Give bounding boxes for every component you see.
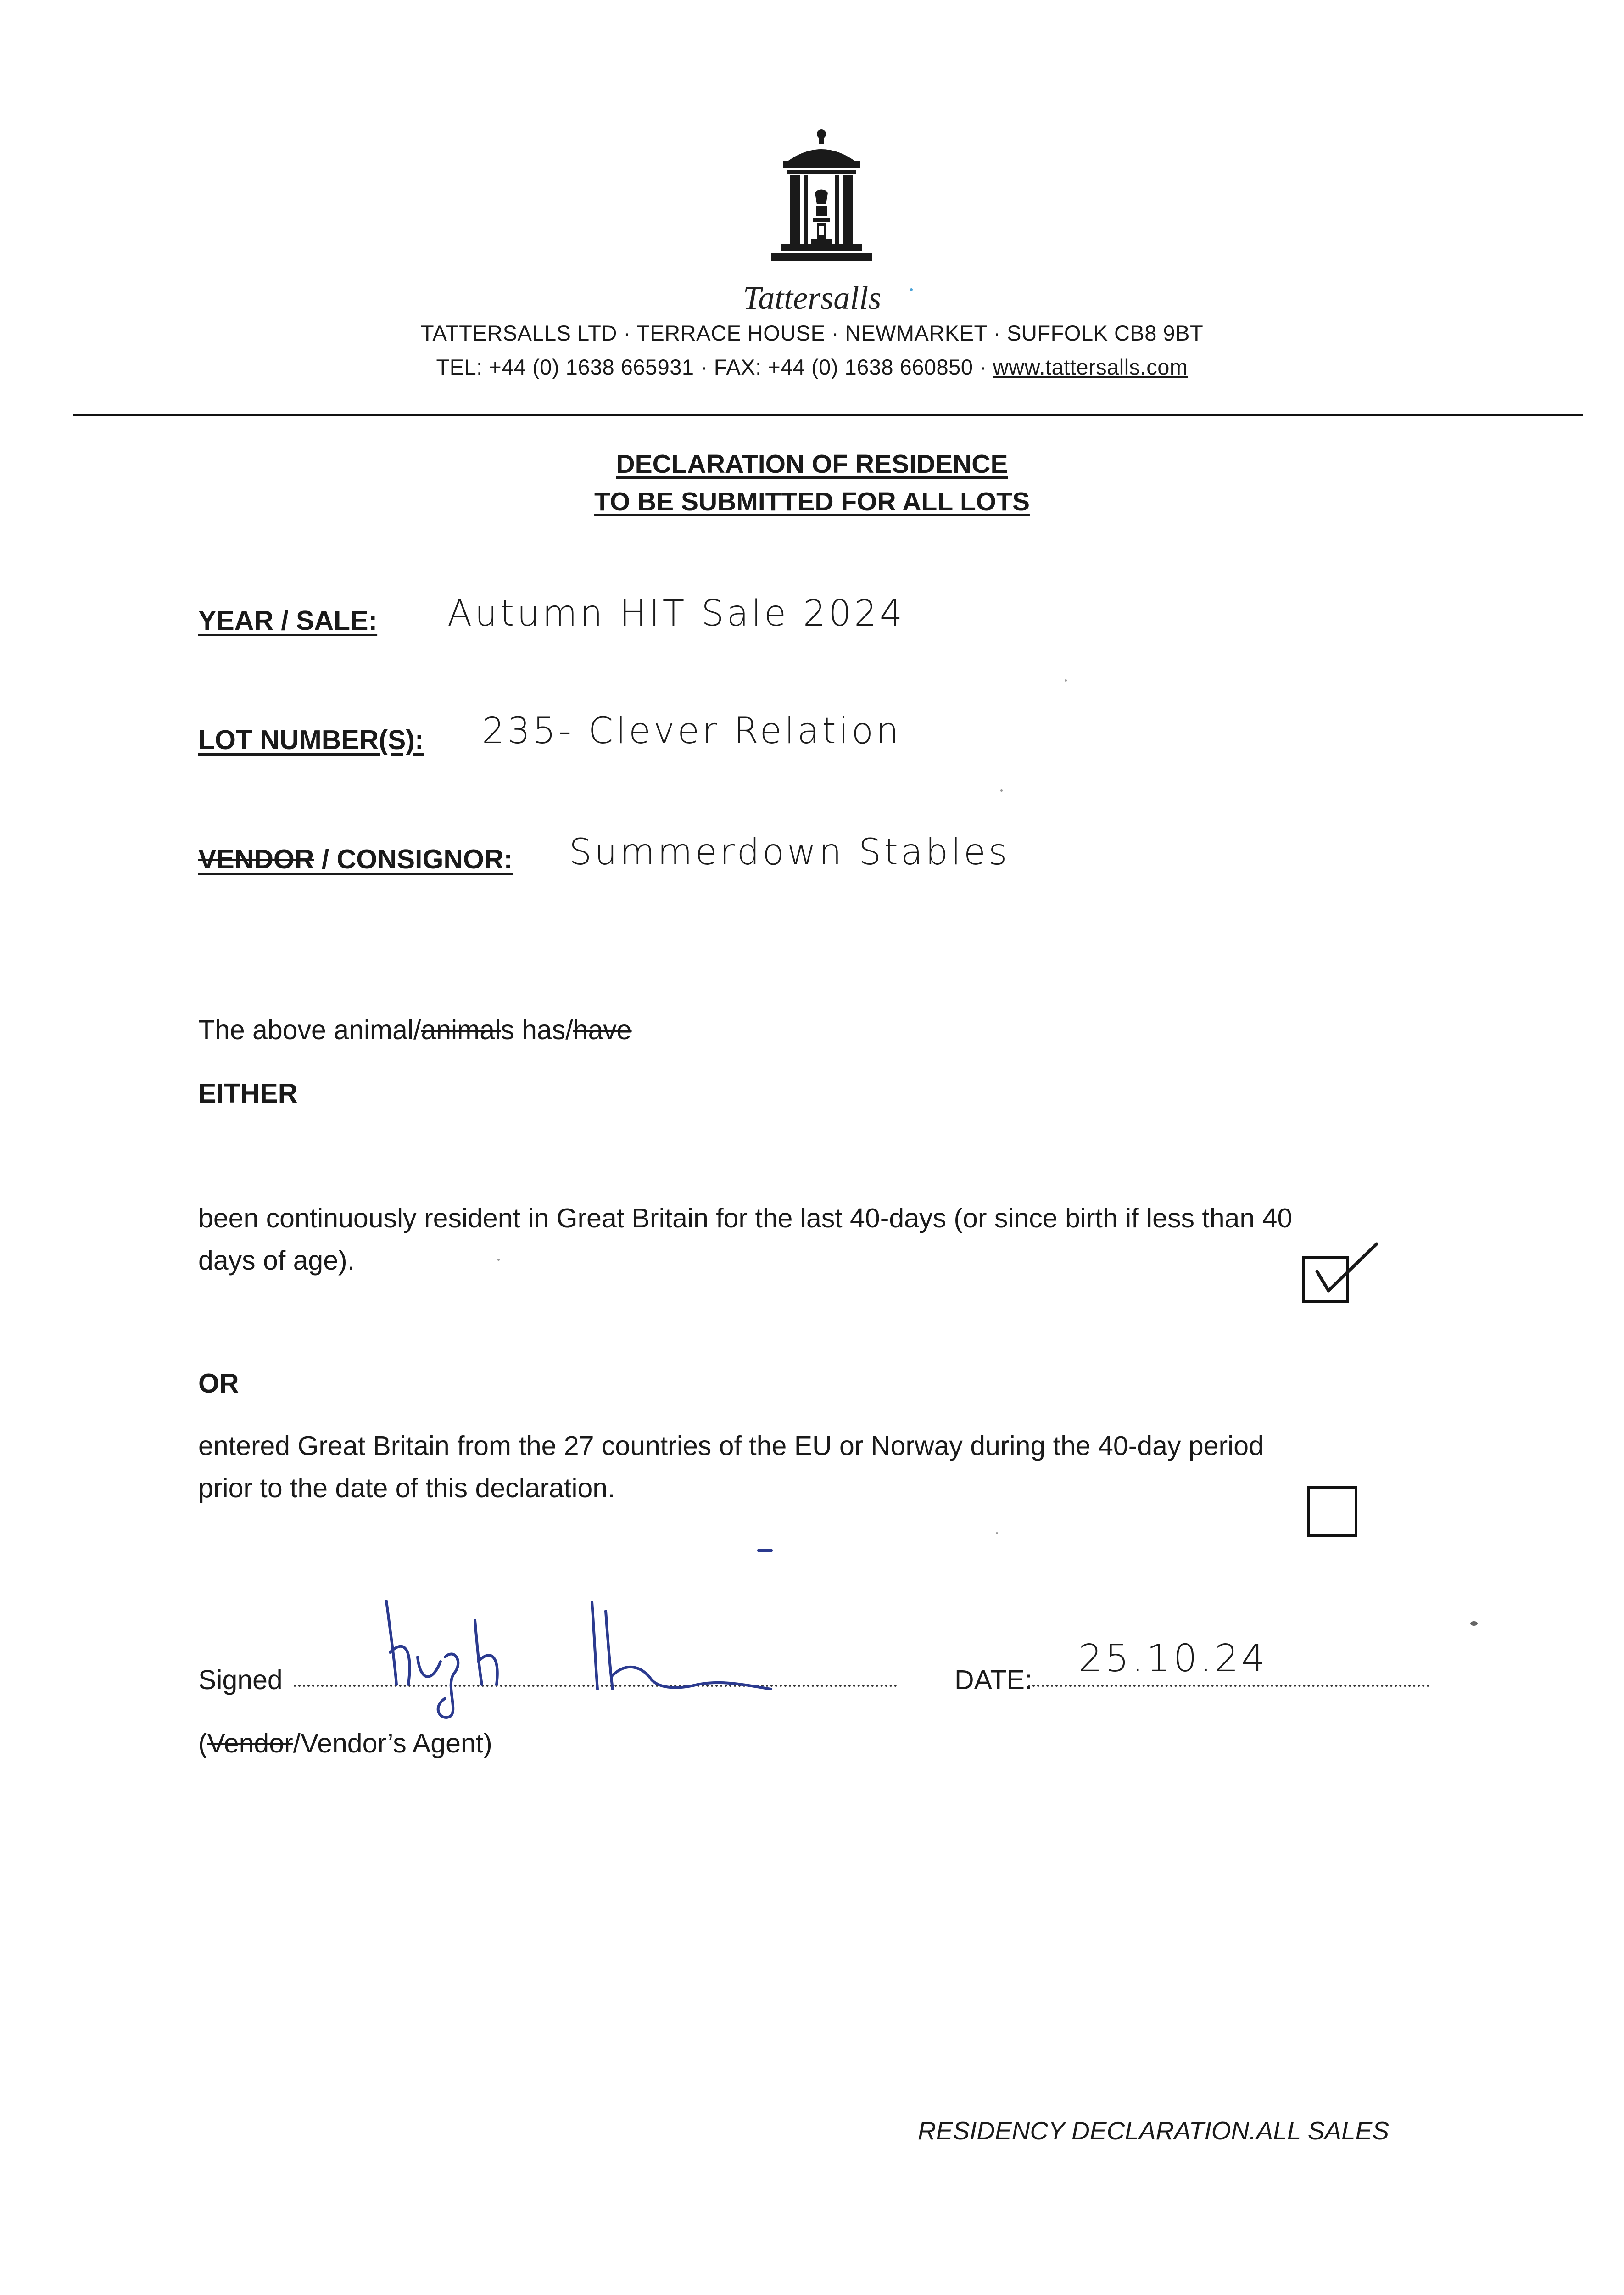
contact-numbers: TEL: +44 (0) 1638 665931 · FAX: +44 (0) 1638 660850 ·	[436, 355, 993, 379]
date-value: 25.10.24	[1078, 1637, 1268, 1680]
or-heading: OR	[198, 1368, 239, 1399]
scan-speck	[996, 1532, 998, 1534]
header-divider	[73, 414, 1583, 416]
checkmark-icon	[1308, 1239, 1381, 1299]
intro-part-b: s has/	[501, 1015, 573, 1045]
scan-speck	[497, 1259, 500, 1261]
signed-label: Signed	[198, 1665, 283, 1695]
scan-speck	[1000, 789, 1003, 792]
tattersalls-logo-icon	[753, 124, 890, 275]
year-sale-label: YEAR / SALE:	[198, 605, 378, 636]
option2-checkbox[interactable]	[1307, 1486, 1357, 1537]
role-struck-vendor: Vendor	[207, 1728, 293, 1758]
lot-number-value: 235- Clever Relation	[482, 711, 902, 752]
intro-struck-have: have	[573, 1015, 632, 1045]
option2-line1: entered Great Britain from the 27 countries of the EU or Norway during the 40-day period	[198, 1431, 1264, 1461]
option2-line2: prior to the date of this declaration.	[198, 1473, 615, 1503]
lot-number-label: LOT NUMBER(S):	[198, 725, 424, 755]
date-line	[1028, 1685, 1429, 1687]
scan-speck	[1470, 1621, 1478, 1626]
vendor-struck-text: VENDOR	[198, 844, 314, 874]
intro-part-a: The above animal/	[198, 1015, 421, 1045]
form-title-line1: DECLARATION OF RESIDENCE	[616, 449, 1008, 479]
signatory-role	[198, 1722, 492, 1764]
consignor-label	[198, 844, 513, 875]
ink-mark	[757, 1549, 773, 1552]
handwritten-signature	[376, 1593, 817, 1721]
scan-speck	[1065, 679, 1067, 682]
role-rest: /Vendor’s Agent)	[293, 1728, 492, 1758]
either-heading: EITHER	[198, 1078, 298, 1108]
logo-wordmark: Tattersalls	[742, 280, 882, 316]
company-address: TATTERSALLS LTD · TERRACE HOUSE · NEWMARKET · SUFFOLK CB8 9BT	[420, 321, 1204, 345]
website-link[interactable]: www.tattersalls.com	[993, 355, 1188, 379]
consignor-value: Summerdown Stables	[569, 832, 1010, 873]
intro-struck-animal: animal	[421, 1015, 501, 1045]
option1-line1: been continuously resident in Great Britain for the last 40-days (or since birth if less than 40	[198, 1203, 1293, 1233]
statement-intro	[198, 1009, 632, 1051]
scan-speck	[910, 288, 913, 291]
form-title-line2: TO BE SUBMITTED FOR ALL LOTS	[594, 487, 1030, 516]
footer-label: RESIDENCY DECLARATION.ALL SALES	[918, 2116, 1390, 2145]
date-label: DATE:	[954, 1665, 1032, 1695]
option1-line2: days of age).	[198, 1245, 355, 1276]
company-contact	[0, 354, 1624, 380]
consignor-label-text: / CONSIGNOR:	[314, 844, 513, 874]
role-open: (	[198, 1728, 207, 1758]
year-sale-value: Autumn HIT Sale 2024	[447, 593, 905, 634]
